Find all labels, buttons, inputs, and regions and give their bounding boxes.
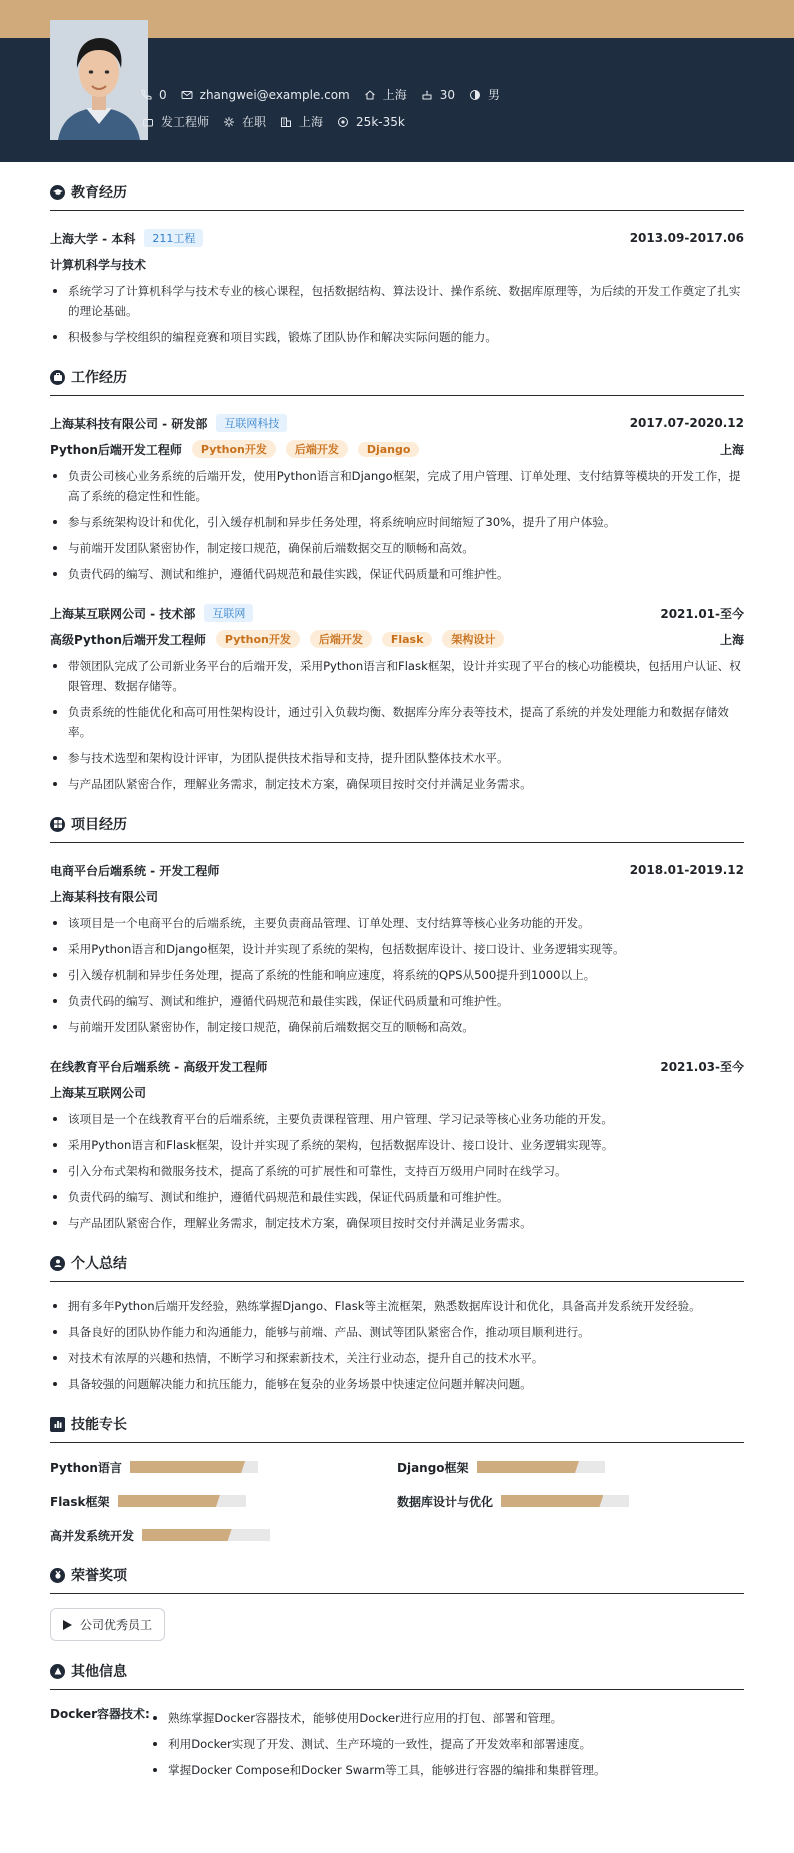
- list-item: 引入缓存机制和异步任务处理，提高了系统的性能和响应速度，将系统的QPS从500提升到1000以上。: [50, 965, 744, 985]
- skill-name: Flask框架: [50, 1494, 110, 1509]
- skill-tag: 后端开发: [310, 630, 372, 648]
- summary-bullets: [50, 1296, 744, 1394]
- skill-bar: [130, 1461, 258, 1473]
- work-date: 2021.01-至今: [660, 606, 744, 621]
- work-bullets: [50, 466, 744, 584]
- award-item[interactable]: [50, 1608, 165, 1641]
- user-icon: [50, 1256, 65, 1271]
- header-info-item: [337, 115, 405, 129]
- header-info-text: 上海: [382, 88, 407, 102]
- bar-chart-icon: [50, 1417, 65, 1432]
- list-item: 该项目是一个在线教育平台的后端系统，主要负责课程管理、用户管理、学习记录等核心业务功能的开发。: [50, 1109, 744, 1129]
- skill-item: [397, 1457, 744, 1477]
- header-info-text: 男: [488, 88, 501, 102]
- education-bullets: [50, 281, 744, 347]
- skill-bar-fill: [501, 1495, 603, 1507]
- skill-name: 数据库设计与优化: [397, 1494, 494, 1509]
- header-info-text: 上海: [299, 115, 324, 129]
- skill-bar: [118, 1495, 246, 1507]
- list-item: 该项目是一个电商平台的后端系统，主要负责商品管理、订单处理、支付结算等核心业务功能的开发。: [50, 913, 744, 933]
- skill-item: [50, 1525, 397, 1545]
- list-item: 负责代码的编写、测试和维护，遵循代码规范和最佳实践，保证代码质量和可维护性。: [50, 991, 744, 1011]
- major-name: 计算机科学与技术: [50, 257, 147, 272]
- list-item: 参与系统架构设计和优化，引入缓存机制和异步任务处理，将系统响应时间缩短了30%，提升了用户体验。: [50, 512, 744, 532]
- list-item: 参与技术选型和架构设计评审，为团队提供技术指导和支持，提升团队整体技术水平。: [50, 748, 744, 768]
- skill-bar: [477, 1461, 605, 1473]
- section-title: [50, 1414, 744, 1443]
- job-icon: [142, 116, 154, 128]
- section-title: [50, 1661, 744, 1690]
- list-item: 利用Docker实现了开发、测试、生产环境的一致性，提高了开发效率和部署速度。: [150, 1734, 606, 1754]
- skill-tag: 后端开发: [286, 440, 348, 458]
- list-item: 掌握Docker Compose和Docker Swarm等工具，能够进行容器的编排和集群管理。: [150, 1760, 606, 1780]
- header-info-item: [469, 86, 500, 103]
- list-item: 对技术有浓厚的兴趣和热情，不断学习和探索新技术，关注行业动态，提升自己的技术水平。: [50, 1348, 744, 1368]
- project-company: 上海某科技有限公司: [50, 889, 159, 904]
- list-item: 带领团队完成了公司新业务平台的后端开发，采用Python语言和Flask框架，设计并实现了平台的核心功能模块，包括用户认证、权限管理、数据存储等。: [50, 656, 744, 696]
- medal-icon: [50, 1568, 65, 1583]
- skill-bar: [142, 1529, 270, 1541]
- list-item: 系统学习了计算机科学与技术专业的核心课程，包括数据结构、算法设计、操作系统、数据库原理等，为后续的开发工作奠定了扎实的理论基础。: [50, 281, 744, 321]
- work-entry: [50, 600, 744, 794]
- list-item: 拥有多年Python后端开发经验，熟练掌握Django、Flask等主流框架，熟悉数据库设计和优化，具备高并发系统开发经验。: [50, 1296, 744, 1316]
- project-date: 2018.01-2019.12: [629, 863, 744, 877]
- list-item: 与前端开发团队紧密协作，制定接口规范，确保前后端数据交互的顺畅和高效。: [50, 1017, 744, 1037]
- list-item: 具备较强的问题解决能力和抗压能力，能够在复杂的业务场景中快速定位问题并解决问题。: [50, 1374, 744, 1394]
- salary-icon: [337, 116, 349, 128]
- work-city: 上海: [719, 442, 744, 457]
- header-info-item: [421, 88, 455, 102]
- award-label: 公司优秀员工: [80, 1618, 153, 1632]
- email-icon: [181, 89, 193, 101]
- education-title: 教育经历: [71, 185, 127, 201]
- skills-title: 技能专长: [71, 1417, 127, 1433]
- section-title: [50, 1565, 744, 1594]
- header-info-text: 30: [439, 87, 456, 102]
- list-item: 采用Python语言和Django框架，设计并实现了系统的架构，包括数据库设计、接口设计、业务逻辑实现等。: [50, 939, 744, 959]
- list-item: 负责代码的编写、测试和维护，遵循代码规范和最佳实践，保证代码质量和可维护性。: [50, 1187, 744, 1207]
- phone-icon: [140, 89, 152, 101]
- skill-name: Django框架: [397, 1460, 469, 1475]
- section-title: [50, 814, 744, 843]
- skill-tag: Python开发: [216, 630, 300, 648]
- avatar: [50, 20, 148, 140]
- list-item: 引入分布式架构和微服务技术，提高了系统的可扩展性和可靠性，支持百万级用户同时在线学习。: [50, 1161, 744, 1181]
- skill-item: [397, 1491, 744, 1511]
- header-info-text: 25k-35k: [356, 114, 405, 129]
- project-name: 电商平台后端系统 - 开发工程师: [50, 863, 220, 878]
- list-item: 积极参与学校组织的编程竞赛和项目实践，锻炼了团队协作和解决实际问题的能力。: [50, 327, 744, 347]
- resume-content: [0, 182, 794, 1786]
- project-date: 2021.03-至今: [660, 1059, 744, 1074]
- work-date: 2017.07-2020.12: [629, 416, 744, 430]
- header-info-item: [223, 113, 266, 130]
- other-section: [50, 1661, 744, 1786]
- skill-bar-fill: [118, 1495, 220, 1507]
- graduation-cap-icon: [50, 185, 65, 200]
- age-icon: [421, 89, 433, 101]
- education-date: 2013.09-2017.06: [629, 231, 744, 245]
- header-info-text: 发工程师: [161, 115, 210, 129]
- projects-title: 项目经历: [71, 817, 127, 833]
- header-info-item: [142, 113, 209, 130]
- work-bullets: [50, 656, 744, 794]
- awards-title: 荣誉奖项: [71, 1568, 127, 1584]
- skills-grid: [50, 1457, 744, 1545]
- skill-item: [50, 1491, 397, 1511]
- header-info-text: 在职: [242, 115, 267, 129]
- list-item: 负责代码的编写、测试和维护，遵循代码规范和最佳实践，保证代码质量和可维护性。: [50, 564, 744, 584]
- skill-tag: Django: [358, 442, 420, 457]
- skill-item: [50, 1457, 397, 1477]
- list-item: 与前端开发团队紧密协作，制定接口规范，确保前后端数据交互的顺畅和高效。: [50, 538, 744, 558]
- skill-tag: 架构设计: [442, 630, 504, 648]
- company-name: 上海某科技有限公司 - 研发部: [50, 416, 208, 431]
- skills-section: [50, 1414, 744, 1545]
- awards-section: [50, 1565, 744, 1641]
- list-item: 与产品团队紧密合作，理解业务需求，制定技术方案，确保项目按时交付并满足业务需求。: [50, 774, 744, 794]
- header-info-text: 0: [159, 87, 167, 102]
- position-name: 高级Python后端开发工程师: [50, 632, 206, 647]
- project-company: 上海某互联网公司: [50, 1085, 147, 1100]
- project-entry: [50, 1053, 744, 1233]
- header-info-text: zhangwei@example.com: [199, 87, 350, 102]
- gender-icon: [469, 89, 481, 101]
- section-title: [50, 367, 744, 396]
- list-item: 与产品团队紧密合作，理解业务需求，制定技术方案，确保项目按时交付并满足业务需求。: [50, 1213, 744, 1233]
- section-title: [50, 1253, 744, 1282]
- skill-bar-fill: [130, 1461, 245, 1473]
- summary-title: 个人总结: [71, 1256, 127, 1272]
- work-section: [50, 367, 744, 794]
- other-bullets: [150, 1708, 606, 1786]
- other-label: Docker容器技术:: [50, 1707, 150, 1721]
- info-icon: [50, 1664, 65, 1679]
- skill-name: Python语言: [50, 1460, 122, 1475]
- play-triangle-icon: [63, 1620, 72, 1630]
- list-item: 采用Python语言和Flask框架，设计并实现了系统的架构，包括数据库设计、接口设计、业务逻辑实现等。: [50, 1135, 744, 1155]
- project-entry: [50, 857, 744, 1037]
- school-tag: 211工程: [144, 229, 203, 247]
- education-entry: [50, 225, 744, 347]
- section-title: [50, 182, 744, 211]
- summary-section: [50, 1253, 744, 1394]
- header-info-item: [140, 88, 167, 102]
- list-item: 负责公司核心业务系统的后端开发，使用Python语言和Django框架，完成了用户管理、订单处理、支付结算等模块的开发工作，提高了系统的稳定性和性能。: [50, 466, 744, 506]
- list-item: 熟练掌握Docker容器技术，能够使用Docker进行应用的打包、部署和管理。: [150, 1708, 606, 1728]
- skill-bar-fill: [142, 1529, 232, 1541]
- home-icon: [364, 89, 376, 101]
- list-item: 具备良好的团队协作能力和沟通能力，能够与前端、产品、测试等团队紧密合作，推动项目顺利进行。: [50, 1322, 744, 1342]
- project-name: 在线教育平台后端系统 - 高级开发工程师: [50, 1059, 268, 1074]
- header-info-item: [280, 113, 323, 130]
- industry-tag: 互联网: [204, 604, 253, 622]
- list-item: 负责系统的性能优化和高可用性架构设计，通过引入负载均衡、数据库分库分表等技术，提高了系统的并发处理能力和数据存储效率。: [50, 702, 744, 742]
- school-name: 上海大学 - 本科: [50, 231, 136, 246]
- resume-header: [0, 38, 794, 162]
- header-info-item: [181, 88, 350, 102]
- skill-tag: Python开发: [192, 440, 276, 458]
- header-info-item: [364, 86, 407, 103]
- projects-section: [50, 814, 744, 1233]
- skill-name: 高并发系统开发: [50, 1528, 135, 1543]
- contact-row: [140, 86, 514, 103]
- industry-tag: 互联网科技: [216, 414, 287, 432]
- work-title: 工作经历: [71, 370, 127, 386]
- avatar-photo: [50, 20, 148, 140]
- position-name: Python后端开发工程师: [50, 442, 182, 457]
- project-bullets: [50, 1109, 744, 1233]
- company-name: 上海某互联网公司 - 技术部: [50, 606, 196, 621]
- project-bullets: [50, 913, 744, 1037]
- other-entry: [50, 1704, 744, 1786]
- work-city: 上海: [719, 632, 744, 647]
- briefcase-icon: [50, 370, 65, 385]
- status-icon: [223, 116, 235, 128]
- skill-bar: [501, 1495, 629, 1507]
- education-section: [50, 182, 744, 347]
- job-intent-row: [142, 113, 419, 130]
- work-entry: [50, 410, 744, 584]
- skill-tag: Flask: [382, 632, 433, 647]
- city-icon: [280, 116, 292, 128]
- skill-bar-fill: [477, 1461, 579, 1473]
- other-title: 其他信息: [71, 1664, 127, 1680]
- grid-icon: [50, 817, 65, 832]
